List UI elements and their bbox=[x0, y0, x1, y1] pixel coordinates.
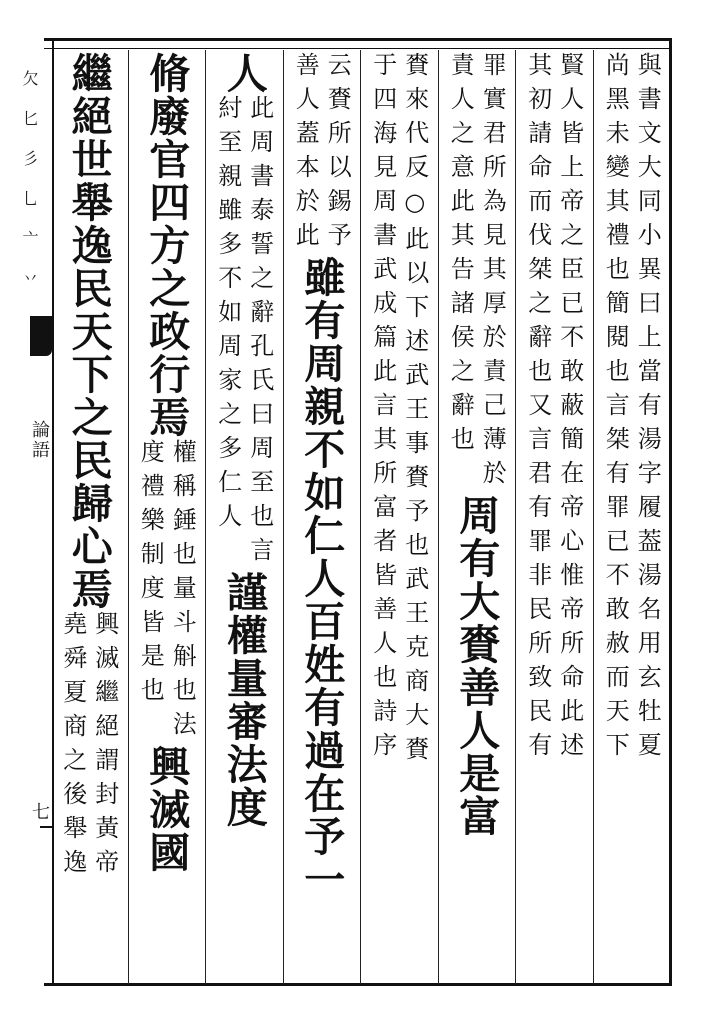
commentary-line: 云賚所以錫予 bbox=[323, 52, 352, 256]
commentary-line: 權稱錘也量斗斛也法 bbox=[168, 439, 197, 745]
column-stack bbox=[214, 52, 274, 829]
column-stack bbox=[136, 52, 196, 874]
commentary-line: 紂至親雖多不如周家之多仁人 bbox=[213, 95, 242, 537]
text-column-c5 bbox=[283, 52, 361, 980]
commentary-pair bbox=[214, 95, 274, 571]
text-column-c4 bbox=[360, 52, 438, 980]
commentary-pair bbox=[369, 52, 429, 770]
text-column-c2 bbox=[515, 52, 593, 980]
commentary-line: 堯舜夏商之後舉逸 bbox=[58, 611, 87, 883]
commentary-line: 此周書泰誓之辭孔氏曰周至也言 bbox=[245, 95, 274, 571]
commentary-pair bbox=[136, 439, 196, 745]
column-stack bbox=[291, 52, 351, 901]
commentary-pair bbox=[524, 52, 584, 766]
commentary-pair bbox=[291, 52, 351, 256]
leaf-number: 七 bbox=[29, 802, 50, 820]
text-column-c1 bbox=[593, 52, 671, 980]
main-text: 謹權量審法度 bbox=[219, 571, 268, 829]
main-text: 繼絕世舉逸民天下之民歸心焉 bbox=[64, 52, 113, 611]
commentary-pair bbox=[59, 611, 119, 883]
commentary-line: 度禮樂制度皆是也 bbox=[136, 439, 165, 711]
commentary-line: 其初請命而伐桀之辭也又言君有罪非民所致民有 bbox=[523, 52, 552, 766]
book-title: 論語 bbox=[29, 420, 50, 460]
margin-header-glyphs: 欠匕彡乚亠丷 bbox=[20, 70, 39, 310]
commentary-pair bbox=[446, 52, 506, 494]
column-stack bbox=[59, 52, 119, 883]
main-text: 周有大賚善人是富 bbox=[452, 494, 501, 838]
column-stack bbox=[524, 52, 584, 766]
commentary-line: 于四海見周書武成篇此言其所富者皆善人也詩序 bbox=[368, 52, 397, 766]
main-text: 興滅國 bbox=[142, 745, 191, 874]
commentary-line: 罪實君所為見其厚於責己薄於 bbox=[478, 52, 507, 494]
column-stack bbox=[601, 52, 661, 766]
commentary-pair bbox=[601, 52, 661, 766]
commentary-line: 興滅繼絕謂封黃帝 bbox=[90, 611, 119, 883]
frame-inner-rule bbox=[44, 48, 672, 49]
commentary-line: 與書文大同小異曰上當有湯字履葢湯名用玄牡夏 bbox=[633, 52, 662, 766]
text-column-c7 bbox=[128, 52, 206, 980]
column-stack bbox=[369, 52, 429, 770]
commentary-line: 善人蓋本於此 bbox=[291, 52, 320, 256]
main-text: 人 bbox=[219, 52, 268, 95]
main-text: 脩廢官四方之政行焉 bbox=[142, 52, 191, 439]
text-column-c6 bbox=[205, 52, 283, 980]
column-stack bbox=[446, 52, 506, 838]
commentary-line: 賢人皆上帝之臣已不敢蔽簡在帝心惟帝所命此述 bbox=[555, 52, 584, 766]
main-text: 雖有周親不如仁人百姓有過在予一 bbox=[297, 256, 346, 901]
commentary-line: 尚黑未變其禮也簡閱也言桀有罪已不敢赦而天下 bbox=[601, 52, 630, 766]
text-column-c8 bbox=[50, 52, 128, 980]
text-column-c3 bbox=[438, 52, 516, 980]
commentary-line: 賚來代反○此以下述武王事賚予也武王克商大賚 bbox=[400, 52, 429, 770]
fishtail-mark bbox=[30, 316, 52, 356]
commentary-line: 責人之意此其告諸侯之辭也 bbox=[446, 52, 475, 460]
